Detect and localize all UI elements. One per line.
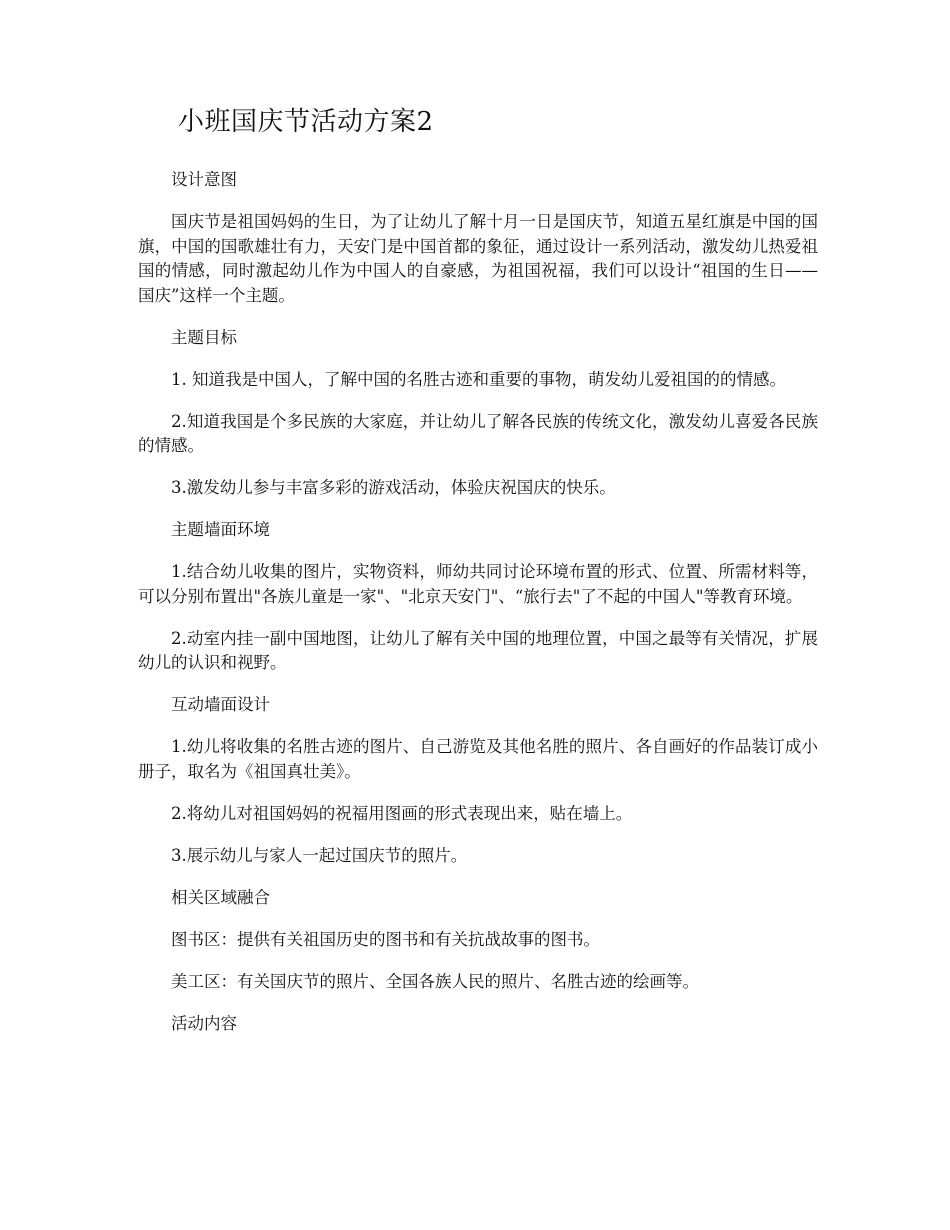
goal-item-2: 2.知道我国是个多民族的大家庭，并让幼儿了解各民族的传统文化，激发幼儿喜爱各民族的情感。 bbox=[138, 411, 818, 455]
goal-item-1: 1. 知道我是中国人，了解中国的名胜古迹和重要的事物，萌发幼儿爱祖国的的情感。 bbox=[171, 369, 786, 389]
section-heading-design-intent: 设计意图 bbox=[171, 170, 237, 189]
goal-item-3: 3.激发幼儿参与丰富多彩的游戏活动，体验庆祝国庆的快乐。 bbox=[171, 478, 616, 497]
paragraph-design-intent: 国庆节是祖国妈妈的生日，为了让幼儿了解十月一日是国庆节，知道五星红旗是中国的国旗，中国的国歌雄壮有力，天安门是中国首都的象征，通过设计一系列活动，激发幼儿热爱祖国的情感，同时激起幼儿作为中国人的自豪感，为祖国祝福，我们可以设计“祖国的生日——国庆”这样一个主题。 bbox=[138, 212, 818, 305]
interactive-wall-item-1: 1.幼儿将收集的名胜古迹的图片、自己游览及其他名胜的照片、各自画好的作品装订成小册子，取名为《祖国真壮美》。 bbox=[138, 737, 818, 781]
section-heading-theme-goals: 主题目标 bbox=[171, 327, 237, 347]
section-heading-area-integration: 相关区域融合 bbox=[171, 887, 270, 907]
wall-environment-item-1: 1.结合幼儿收集的图片，实物资料，师幼共同讨论环境布置的形式、位置、所需材料等，可以分别布置出"各族儿童是一家"、"北京天安门"、“旅行去"了不起的中国人"等教育环境。 bbox=[138, 562, 818, 606]
section-heading-interactive-wall: 互动墙面设计 bbox=[171, 695, 270, 714]
interactive-wall-item-2: 2.将幼儿对祖国妈妈的祝福用图画的形式表现出来，贴在墙上。 bbox=[171, 803, 633, 823]
document-title: 小班国庆节活动方案2 bbox=[178, 107, 434, 137]
interactive-wall-item-3: 3.展示幼儿与家人一起过国庆节的照片。 bbox=[171, 845, 468, 865]
area-integration-art: 美工区：有关国庆节的照片、全国各族人民的照片、名胜古迹的绘画等。 bbox=[171, 971, 699, 991]
document-body bbox=[138, 168, 818, 1054]
wall-environment-item-2: 2.动室内挂一副中国地图，让幼儿了解有关中国的地理位置，中国之最等有关情况，扩展幼儿的认识和视野。 bbox=[138, 628, 818, 672]
area-integration-library: 图书区：提供有关祖国历史的图书和有关抗战故事的图书。 bbox=[171, 929, 600, 949]
section-heading-wall-environment: 主题墙面环境 bbox=[171, 520, 270, 539]
section-heading-activity-content: 活动内容 bbox=[171, 1013, 237, 1033]
